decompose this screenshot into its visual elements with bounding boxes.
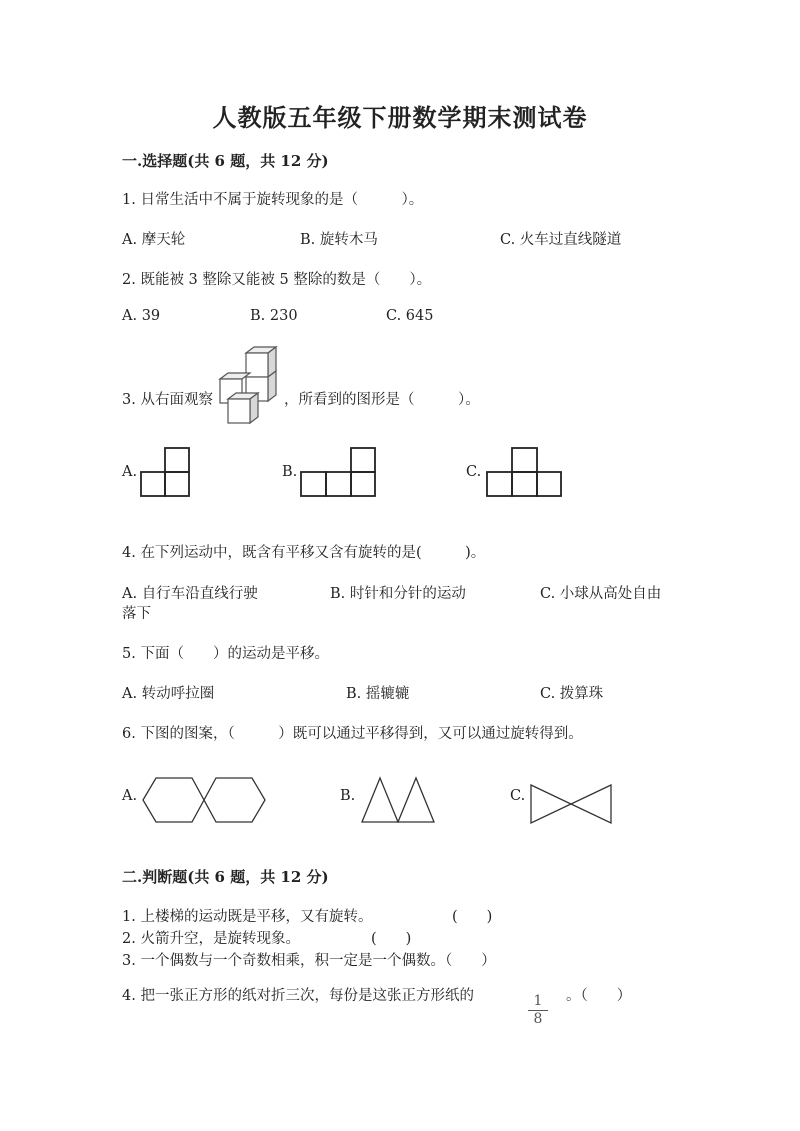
option-c: C. 拨算珠 bbox=[540, 686, 604, 702]
option-c: C. 645 bbox=[386, 308, 434, 324]
fraction-one-eighth bbox=[528, 993, 548, 1028]
option-b: B. 时针和分针的运动 bbox=[330, 586, 466, 602]
option-a-figure bbox=[140, 446, 192, 498]
option-b: B. bbox=[282, 464, 298, 480]
option-a: A. bbox=[122, 464, 138, 480]
option-b-figure bbox=[300, 446, 378, 498]
cube-stack-figure bbox=[218, 345, 280, 427]
option-c-figure bbox=[486, 446, 564, 498]
option-c: C. bbox=[510, 788, 526, 804]
option-b: B. bbox=[340, 788, 356, 804]
option-a: A. 自行车沿直线行驶 bbox=[122, 586, 258, 602]
option-b: B. 230 bbox=[250, 308, 298, 324]
question-text-continued: 。（ ） bbox=[566, 988, 632, 1004]
option-a: A. 转动呼拉圈 bbox=[122, 686, 215, 702]
option-b: B. 摇辘辘 bbox=[346, 686, 410, 702]
question-text-continued: ，所看到的图形是（ ）。 bbox=[284, 392, 480, 408]
question-text: 3. 一个偶数与一个奇数相乘，积一定是一个偶数。（ ） bbox=[122, 953, 496, 969]
answer-blank: ( ) bbox=[452, 909, 493, 925]
option-c-continued: 落下 bbox=[122, 606, 151, 622]
question-text: 1. 日常生活中不属于旋转现象的是（ ）。 bbox=[122, 192, 424, 208]
option-a: A. bbox=[122, 788, 138, 804]
option-c: C. 小球从高处自由 bbox=[540, 586, 662, 602]
fraction-denominator: 8 bbox=[533, 1011, 543, 1027]
section-heading-true-false: 二.判断题(共 6 题，共 12 分) bbox=[122, 868, 329, 886]
question-text: 4. 在下列运动中，既含有平移又含有旋转的是( )。 bbox=[122, 545, 486, 561]
two-triangles-figure bbox=[361, 777, 435, 823]
bowtie-figure bbox=[530, 784, 612, 824]
question-text: 2. 既能被 3 整除又能被 5 整除的数是（ ）。 bbox=[122, 272, 432, 288]
question-text: 2. 火箭升空，是旋转现象。 bbox=[122, 931, 300, 947]
page-title: 人教版五年级下册数学期末测试卷 bbox=[212, 103, 588, 132]
fraction-numerator: 1 bbox=[528, 993, 548, 1011]
question-text: 6. 下图的图案，（ ）既可以通过平移得到，又可以通过旋转得到。 bbox=[122, 726, 583, 742]
option-c: C. 火车过直线隧道 bbox=[500, 232, 622, 248]
question-text: 5. 下面（ ）的运动是平移。 bbox=[122, 646, 329, 662]
question-text: 3. 从右面观察 bbox=[122, 392, 213, 408]
question-text: 1. 上楼梯的运动既是平移，又有旋转。 bbox=[122, 909, 373, 925]
question-text: 4. 把一张正方形的纸对折三次，每份是这张正方形纸的 bbox=[122, 988, 474, 1004]
option-c: C. bbox=[466, 464, 482, 480]
option-a: A. 摩天轮 bbox=[122, 232, 186, 248]
option-a: A. 39 bbox=[122, 308, 161, 324]
section-heading-choice: 一.选择题(共 6 题，共 12 分) bbox=[122, 152, 329, 170]
option-b: B. 旋转木马 bbox=[300, 232, 378, 248]
two-hexagons-figure bbox=[141, 777, 267, 823]
answer-blank: ( ) bbox=[371, 931, 412, 947]
